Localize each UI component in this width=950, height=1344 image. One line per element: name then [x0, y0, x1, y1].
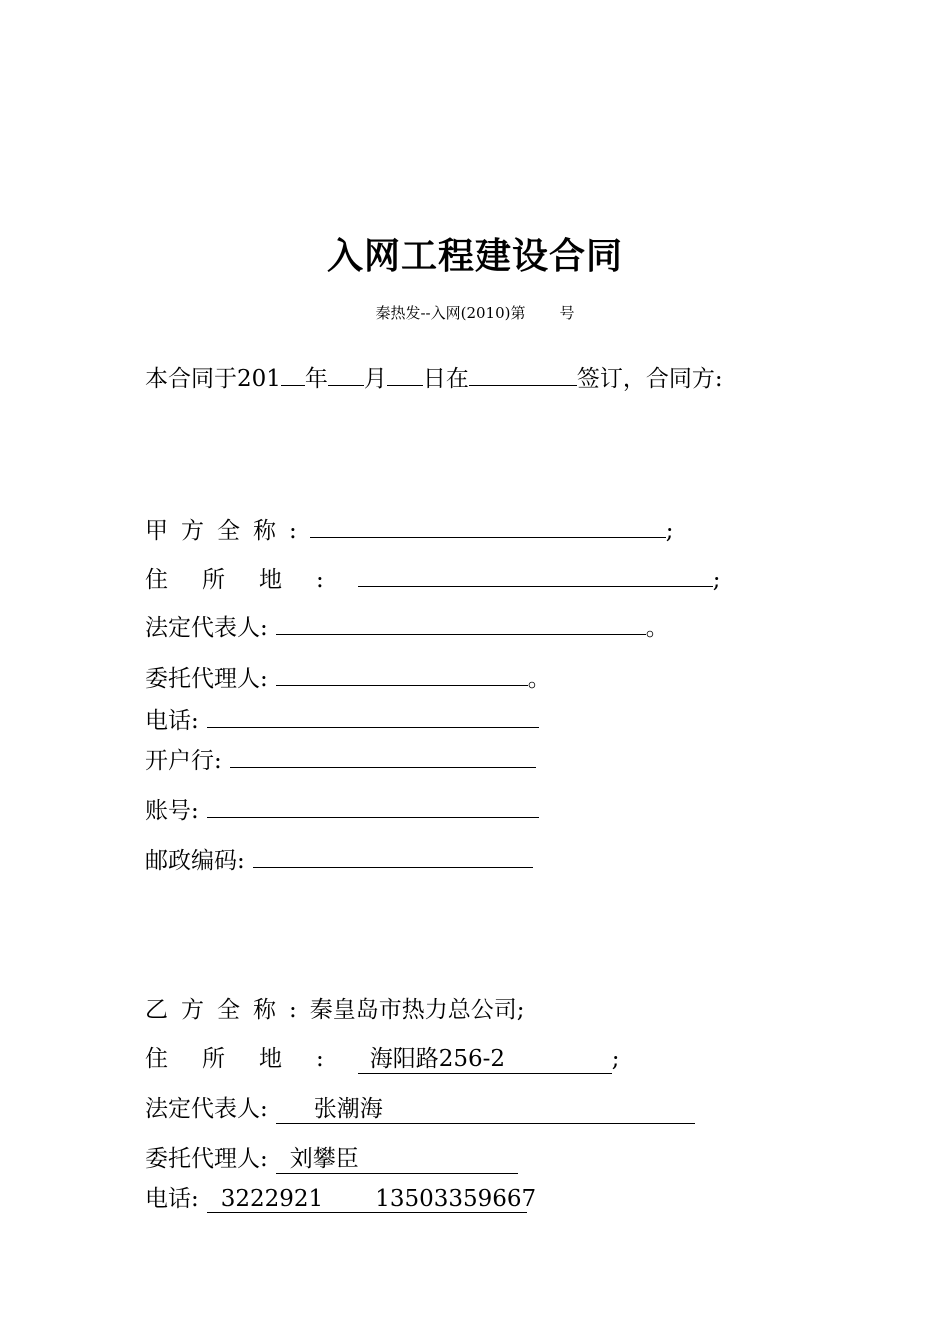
party-a-name-field[interactable] [310, 515, 666, 538]
party-b-name-value: 秦皇岛市热力总公司; [309, 997, 525, 1023]
party-a-phone-field[interactable] [207, 705, 539, 728]
party-a-bank-label: 开户行: [145, 748, 222, 774]
party-a-account-label: 账号: [145, 798, 199, 824]
party-a-agent-label: 委托代理人: [145, 666, 268, 692]
party-b-address-semicolon: ; [611, 1046, 620, 1072]
doc-number-suffix: 号 [559, 304, 575, 322]
party-a-legal-rep-period: 。 [645, 615, 669, 641]
intro-text-5: 签订，合同方: [576, 366, 723, 392]
party-b-address-label: 住所地: [145, 1046, 358, 1072]
party-b-legal-rep-row [145, 1090, 695, 1124]
party-a-account-row [145, 792, 539, 825]
party-a-agent-field[interactable] [276, 663, 528, 686]
party-a-legal-rep-field[interactable] [276, 612, 646, 635]
party-a-bank-row [145, 742, 536, 775]
party-b-agent-field[interactable]: 刘攀臣 [276, 1140, 518, 1174]
intro-text-2: 年 [304, 366, 328, 392]
party-b-address-field[interactable]: 海阳路256-2 [358, 1040, 612, 1074]
party-a-phone-label: 电话: [145, 708, 199, 734]
place-blank[interactable] [469, 363, 577, 386]
party-a-account-field[interactable] [207, 795, 539, 818]
party-b-legal-rep-label: 法定代表人: [145, 1096, 268, 1122]
party-a-postcode-row [145, 842, 533, 875]
day-blank[interactable] [387, 363, 423, 386]
party-a-name-semicolon: ; [665, 518, 674, 544]
party-a-address-row [145, 561, 721, 594]
party-a-address-label: 住所地: [145, 567, 358, 593]
party-b-legal-rep-field[interactable]: 张潮海 [276, 1090, 695, 1124]
signing-line [145, 360, 723, 393]
party-a-agent-row [145, 660, 551, 693]
party-b-phone-2: 13503359667 [375, 1186, 537, 1212]
party-a-name-row [145, 512, 674, 545]
intro-text-3: 月 [363, 366, 387, 392]
party-a-agent-period: 。 [527, 666, 551, 692]
intro-text-1: 本合同于201 [145, 366, 281, 392]
party-a-name-label: 甲方全称: [145, 518, 310, 544]
party-b-phone-1: 3222921 [220, 1186, 324, 1212]
doc-number-prefix: 秦热发--入网(2010)第 [375, 304, 526, 322]
party-a-address-semicolon: ; [712, 567, 721, 593]
party-a-legal-rep-label: 法定代表人: [145, 615, 268, 641]
party-a-postcode-field[interactable] [253, 845, 533, 868]
party-b-agent-label: 委托代理人: [145, 1146, 268, 1172]
party-a-legal-rep-row [145, 609, 669, 642]
party-b-address-row [145, 1040, 620, 1074]
party-a-postcode-label: 邮政编码: [145, 848, 245, 874]
party-a-phone-row [145, 702, 539, 735]
month-blank[interactable] [328, 363, 364, 386]
party-b-agent-row [145, 1140, 518, 1174]
party-b-phone-row [145, 1180, 537, 1213]
party-a-bank-field[interactable] [230, 745, 536, 768]
party-b-name-label: 乙方全称: [145, 997, 310, 1023]
document-title: 入网工程建设合同 [326, 235, 623, 277]
document-number [0, 302, 950, 323]
party-b-name-row [145, 991, 525, 1024]
party-b-phone-field[interactable] [207, 1186, 537, 1213]
intro-text-4: 日在 [422, 366, 469, 392]
party-b-phone-label: 电话: [145, 1186, 199, 1212]
year-blank[interactable] [281, 363, 305, 386]
party-a-address-field[interactable] [358, 564, 713, 587]
